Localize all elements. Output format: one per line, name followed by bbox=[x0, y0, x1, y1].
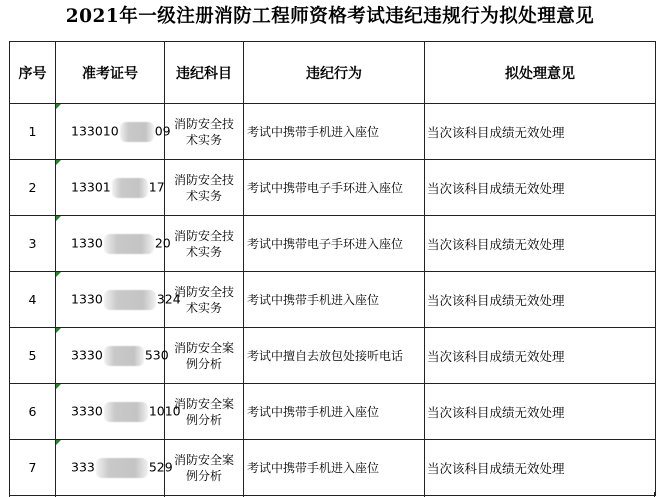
table-row bbox=[10, 104, 656, 160]
row-opinion: 当次该科目成绩无效处理 bbox=[425, 104, 656, 160]
row-seq: 1 bbox=[10, 104, 56, 160]
row-behavior: 考试中携带电子手环进入座位 bbox=[244, 160, 425, 216]
exam-id-prefix: 1330 bbox=[71, 291, 103, 306]
row-subject: 消防安全技术实务 bbox=[165, 216, 244, 272]
header-id: 准考证号 bbox=[56, 42, 165, 104]
row-exam-id bbox=[56, 160, 165, 216]
row-exam-id bbox=[56, 384, 181, 440]
redaction-blur bbox=[104, 290, 156, 310]
cell-comment-marker bbox=[56, 328, 61, 333]
exam-id-suffix: 529 bbox=[148, 459, 173, 474]
exam-id-suffix: 20 bbox=[154, 235, 171, 250]
exam-id-suffix: 324 bbox=[156, 291, 181, 306]
row-behavior: 考试中携带手机进入座位 bbox=[244, 384, 425, 440]
redaction-blur bbox=[112, 178, 148, 198]
table-row bbox=[10, 440, 656, 496]
exam-id-suffix: 09 bbox=[154, 123, 171, 138]
row-seq: 7 bbox=[10, 440, 56, 496]
row-exam-id bbox=[56, 272, 181, 328]
row-behavior: 考试中携带手机进入座位 bbox=[244, 272, 425, 328]
row-seq: 3 bbox=[10, 216, 56, 272]
row-behavior: 考试中携带电子手环进入座位 bbox=[244, 216, 425, 272]
row-seq: 5 bbox=[10, 328, 56, 384]
redaction-blur bbox=[104, 402, 148, 422]
row-opinion: 当次该科目成绩无效处理 bbox=[425, 160, 656, 216]
exam-id-suffix: 1010 bbox=[148, 403, 181, 418]
row-subject: 消防安全案例分析 bbox=[165, 328, 244, 384]
exam-id-suffix: 17 bbox=[148, 179, 165, 194]
row-opinion: 当次该科目成绩无效处理 bbox=[425, 440, 656, 496]
header-opinion: 拟处理意见 bbox=[425, 42, 656, 104]
cell-comment-marker bbox=[56, 216, 61, 221]
row-behavior: 考试中携带手机进入座位 bbox=[244, 440, 425, 496]
row-opinion: 当次该科目成绩无效处理 bbox=[425, 384, 656, 440]
row-subject: 消防安全技术实务 bbox=[165, 104, 244, 160]
row-behavior: 考试中携带手机进入座位 bbox=[244, 104, 425, 160]
redaction-blur bbox=[96, 458, 148, 478]
header-row bbox=[10, 42, 656, 104]
violations-table bbox=[9, 41, 656, 496]
table-body bbox=[10, 104, 656, 496]
cell-comment-marker bbox=[56, 384, 61, 389]
row-opinion: 当次该科目成绩无效处理 bbox=[425, 328, 656, 384]
exam-id-prefix: 13301 bbox=[71, 179, 111, 194]
table-continuation bbox=[9, 492, 655, 497]
redaction-blur bbox=[120, 122, 154, 142]
row-behavior: 考试中擅自去放包处接听电话 bbox=[244, 328, 425, 384]
row-seq: 2 bbox=[10, 160, 56, 216]
header-subject: 违纪科目 bbox=[165, 42, 244, 104]
row-exam-id bbox=[56, 104, 171, 160]
row-seq: 6 bbox=[10, 384, 56, 440]
table-row bbox=[10, 216, 656, 272]
row-opinion: 当次该科目成绩无效处理 bbox=[425, 272, 656, 328]
row-subject: 消防安全案例分析 bbox=[165, 384, 244, 440]
exam-id-prefix: 1330 bbox=[71, 235, 103, 250]
row-exam-id bbox=[56, 216, 171, 272]
exam-id-prefix: 3330 bbox=[71, 403, 103, 418]
table-row bbox=[10, 272, 656, 328]
cell-comment-marker bbox=[56, 272, 61, 277]
row-exam-id bbox=[56, 328, 169, 384]
exam-id-prefix: 133010 bbox=[71, 123, 119, 138]
redaction-blur bbox=[104, 234, 154, 254]
redaction-blur bbox=[104, 346, 144, 366]
row-subject: 消防安全技术实务 bbox=[165, 272, 244, 328]
exam-id-prefix: 3330 bbox=[71, 347, 103, 362]
row-subject: 消防安全技术实务 bbox=[165, 160, 244, 216]
table-row bbox=[10, 384, 656, 440]
page-title: 2021年一级注册消防工程师资格考试违纪违规行为拟处理意见 bbox=[65, 6, 595, 27]
exam-id-suffix: 530 bbox=[144, 347, 169, 362]
row-seq: 4 bbox=[10, 272, 56, 328]
header-behavior: 违纪行为 bbox=[244, 42, 425, 104]
header-seq: 序号 bbox=[10, 42, 56, 104]
table-row bbox=[10, 160, 656, 216]
row-exam-id bbox=[56, 440, 173, 496]
cell-comment-marker bbox=[56, 440, 61, 445]
cell-comment-marker bbox=[56, 104, 61, 109]
exam-id-prefix: 333 bbox=[71, 459, 95, 474]
row-opinion: 当次该科目成绩无效处理 bbox=[425, 216, 656, 272]
table-row bbox=[10, 328, 656, 384]
row-subject: 消防安全案例分析 bbox=[165, 440, 244, 496]
cell-comment-marker bbox=[56, 160, 61, 165]
